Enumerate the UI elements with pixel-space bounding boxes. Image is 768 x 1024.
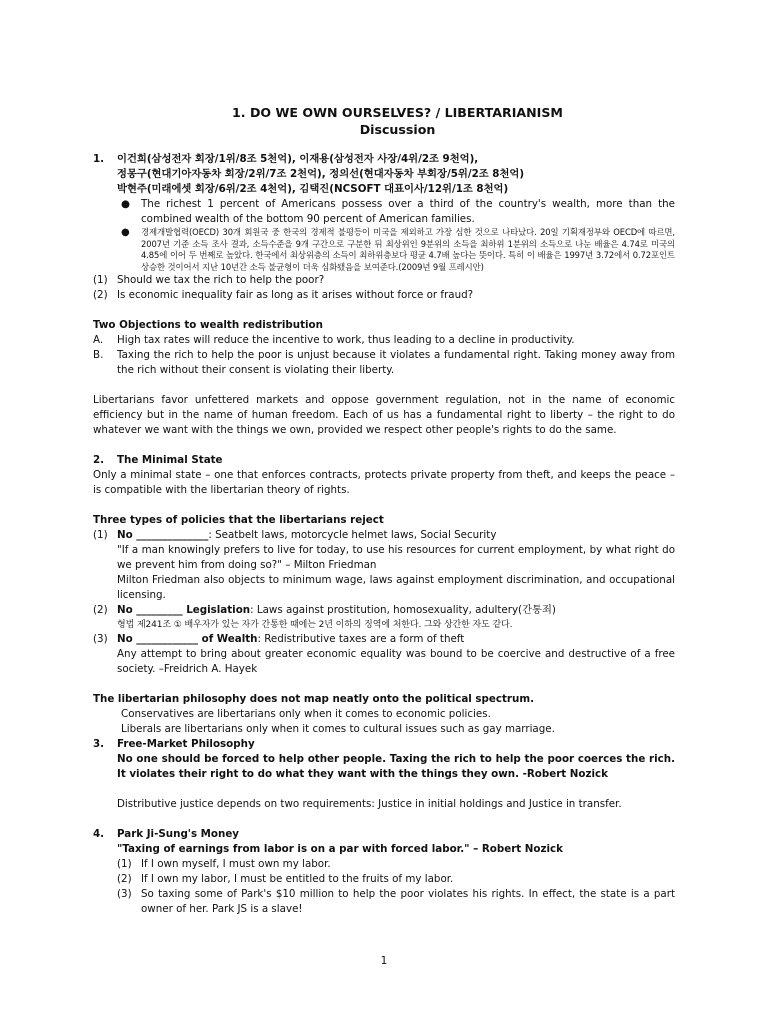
subheading: Three types of policies that the libertarians reject [93, 514, 384, 527]
paragraph: Distributive justice depends on two requirements: Justice in initial holdings and Justice in transfer. [117, 798, 622, 811]
policy-text: : Redistributive taxes are a form of theft [257, 633, 465, 646]
objection-item [93, 348, 675, 378]
subheading: Two Objections to wealth redistribution [93, 319, 323, 332]
policy-blank: No ____________ of Wealth [117, 633, 258, 646]
section-number: 3. [93, 738, 105, 751]
policy-blank: No _________ Legislation [117, 604, 251, 617]
title-line-2: Discussion [359, 122, 436, 137]
bullet-item [117, 197, 675, 227]
argument-text: So taxing some of Park's $10 million to help the poor violates his rights. In effect, the state is a part owner of her. Park JS is a slave! [141, 888, 675, 916]
item-label: (1) [93, 529, 108, 542]
policy-item [93, 603, 675, 632]
item-label: (2) [117, 873, 132, 886]
section-1 [93, 152, 675, 438]
question-text: Is economic inequality fair as long as it arises without force or fraud? [117, 289, 474, 302]
section-quote: No one should be forced to help other people. Taxing the rich to help the poor coerces the rich. It violates their right to do what they want with the things they own. -Robert Nozick [117, 753, 675, 781]
argument-item [117, 887, 675, 917]
document-body [93, 152, 675, 917]
policy-blank: No ______________ [117, 529, 209, 542]
document-title [0, 104, 768, 138]
policy-item [93, 632, 675, 677]
item-label: (2) [93, 604, 108, 617]
bullet-dot-icon: ● [121, 227, 130, 238]
item-label: (3) [93, 633, 108, 646]
question-item [93, 273, 675, 288]
spectrum-note: Conservatives are libertarians only when it comes to economic policies. [121, 708, 491, 721]
ranking-line: 박현주(미래에셋 회장/6위/2조 4천억), 김택진(NCSOFT 대표이사/12위/1조 8천억) [117, 183, 509, 195]
argument-item [117, 872, 675, 887]
item-label: B. [93, 349, 104, 362]
section-number: 1. [93, 153, 105, 165]
policy-text: : Seatbelt laws, motorcycle helmet laws, Social Security [208, 529, 497, 542]
section-3 [93, 737, 675, 812]
section-heading: The Minimal State [117, 454, 223, 467]
objection-item [93, 333, 675, 348]
section-number: 2. [93, 454, 105, 467]
policy-note: Milton Friedman also objects to minimum wage, laws against employment discrimination, and occupational licensing. [117, 574, 675, 602]
section-4 [93, 827, 675, 917]
paragraph: Libertarians favor unfettered markets and oppose government regulation, not in the name of economic efficiency but in the name of human freedom. Each of us has a fundamental right to liberty – the right to do whatever we want with the things we own, provided we respect other people's rights to do the same. [93, 394, 675, 437]
item-label: (3) [117, 888, 132, 901]
argument-text: If I own myself, I must own my labor. [141, 858, 331, 871]
section-heading: Free-Market Philosophy [117, 738, 255, 751]
item-label: (1) [117, 858, 132, 871]
section-quote: "Taxing of earnings from labor is on a par with forced labor." – Robert Nozick [117, 843, 563, 856]
question-text: Should we tax the rich to help the poor? [117, 274, 325, 287]
question-item [93, 288, 675, 303]
spectrum-note: Liberals are libertarians only when it comes to cultural issues such as gay marriage. [121, 723, 555, 736]
section-2 [93, 453, 675, 737]
law-text: 형법 제241조 ① 배우자가 있는 자가 간통한 때에는 2년 이하의 징역에 처한다. 그와 상간한 자도 같다. [117, 620, 513, 631]
item-label: (1) [93, 274, 108, 287]
section-heading: Park Ji-Sung's Money [117, 828, 240, 841]
paragraph: Only a minimal state – one that enforces contracts, protects private property from theft, and keeps the peace – is compatible with the libertarian theory of rights. [93, 469, 675, 497]
ranking-line: 이건희(삼성전자 회장/1위/8조 5천억), 이재용(삼성전자 사장/4위/2조 9천억), [117, 153, 479, 165]
item-label: A. [93, 334, 104, 347]
bullet-text: 경제개발협력(OECD) 30개 회원국 중 한국의 경제적 불평등이 미국을 제외하고 가장 심한 것으로 나타났다. 20일 기획재정부와 OECD에 따르면, 2007년 기준 소득 조사 결과, 소득수준을 9개 구간으로 구분한 뒤 최상위인 9분위의 소득을 최하위 1분위의 소득으로 나눈 배율은 4.74로 미국의 4.85에 이어 두 번째로 높았다. 한국에서 최상위층의 소득이 최하위층보다 평균 4.7배 높다는 뜻이다. 특히 이 배율은 1997년 3.72에서 0.72포인트 상승한 것이어서 지난 10년간 소득 불균형이 더욱 심화됐음을 보여준다.(2009년 9월 프레시안) [141, 227, 675, 272]
bullet-item [117, 227, 675, 273]
ranking-line: 정몽구(현대기아자동차 회장/2위/7조 2천억), 정의선(현대자동차 부회장/5위/2조 8천억) [117, 168, 525, 180]
objection-text: High tax rates will reduce the incentive to work, thus leading to a decline in productivity. [117, 334, 575, 347]
title-line-1: 1. DO WE OWN OURSELVES? / LIBERTARIANISM [232, 105, 563, 120]
item-label: (2) [93, 289, 108, 302]
objection-text: Taxing the rich to help the poor is unjust because it violates a fundamental right. Taking money away from the rich without their consent is violating their liberty. [117, 349, 675, 377]
bullet-dot-icon: ● [121, 198, 130, 210]
subheading: The libertarian philosophy does not map neatly onto the political spectrum. [93, 693, 534, 706]
section-number: 4. [93, 828, 105, 841]
bullet-text: The richest 1 percent of Americans possess over a third of the country's wealth, more than the combined wealth of the bottom 90 percent of American families. [141, 198, 675, 225]
policy-item [93, 528, 675, 603]
policy-quote: "If a man knowingly prefers to live for today, to use his resources for current employment, by what right do we prevent him from doing so?" – Milton Friedman [117, 544, 675, 572]
argument-text: If I own my labor, I must be entitled to the fruits of my labor. [141, 873, 454, 886]
page-number: 1 [380, 955, 388, 967]
argument-item [117, 857, 675, 872]
policy-quote: Any attempt to bring about greater economic equality was bound to be coercive and destructive of a free society. –Freidrich A. Hayek [117, 648, 675, 676]
policy-text: : Laws against prostitution, homosexuality, adultery(간통죄) [250, 604, 556, 617]
